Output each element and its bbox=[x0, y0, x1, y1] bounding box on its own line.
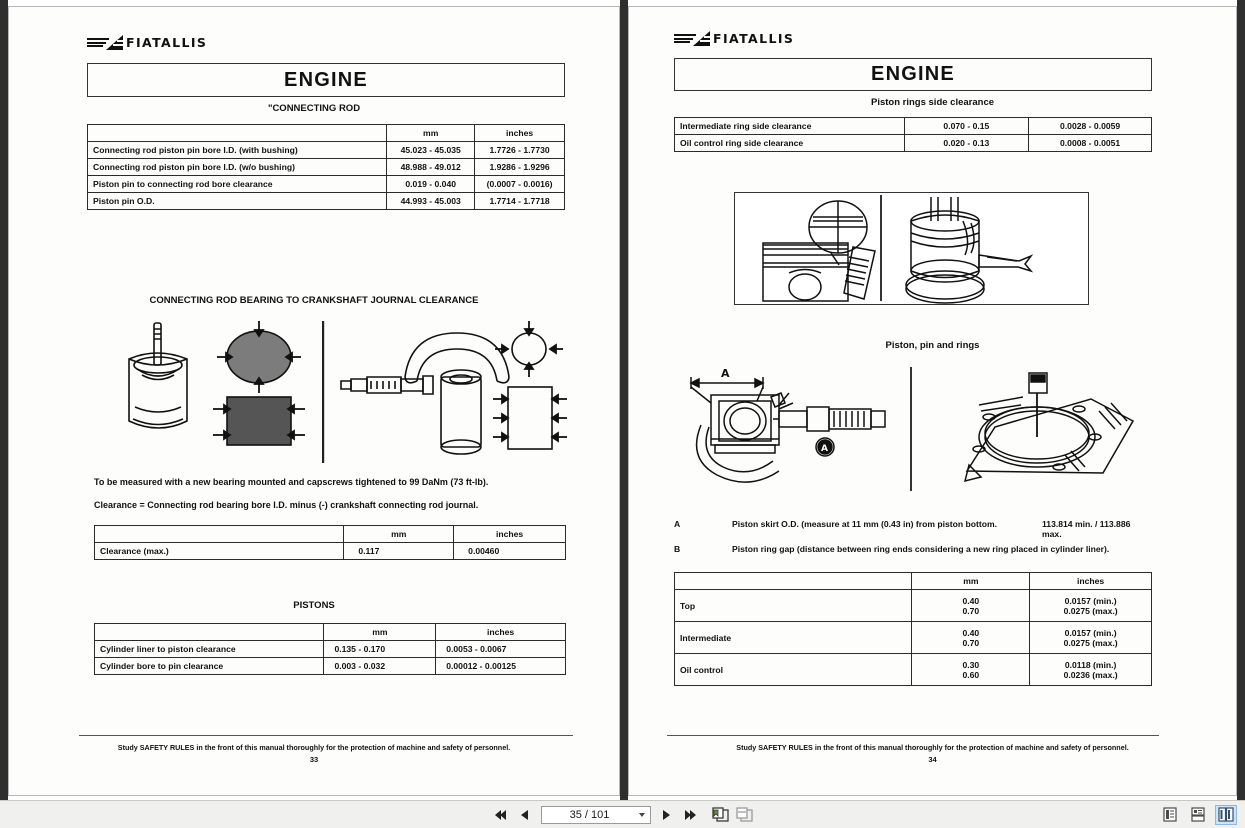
table-ring-side-clearance bbox=[674, 117, 1152, 152]
fiatallis-logo-mark bbox=[674, 31, 710, 46]
fiatallis-logo-text: FIATALLIS bbox=[126, 35, 208, 50]
cell-inches: 1.7726 - 1.7730 bbox=[475, 142, 565, 159]
table-pistons bbox=[94, 623, 566, 675]
figure-piston-measurement-svg bbox=[679, 365, 1149, 493]
cell-mm: 44.993 - 45.003 bbox=[387, 193, 475, 210]
next-page-button[interactable] bbox=[658, 806, 675, 824]
single-page-icon bbox=[1163, 807, 1177, 822]
table-ring-gap bbox=[674, 572, 1152, 686]
last-page-icon bbox=[683, 809, 697, 821]
cell-inches-min: 0.0157 (min.) bbox=[1064, 595, 1117, 606]
note-tag-a: A bbox=[674, 519, 681, 529]
page-title-box-right bbox=[674, 58, 1152, 91]
figure-piston-measurement bbox=[679, 365, 1149, 493]
table-row bbox=[88, 159, 565, 176]
table-row bbox=[675, 622, 1152, 654]
note-text-b: Piston ring gap (distance between ring ends considering a new ring placed in cylinder liner). bbox=[732, 544, 1110, 554]
cell-inches: 0.00460 bbox=[454, 543, 566, 560]
cell-mm bbox=[912, 622, 1030, 654]
cell-mm: 0.117 bbox=[344, 543, 454, 560]
cell-inches bbox=[1030, 654, 1152, 686]
remove-bookmark-icon bbox=[736, 807, 753, 822]
note-text-a: Piston skirt O.D. (measure at 11 mm (0.43 in) from piston bottom. bbox=[732, 519, 998, 529]
section-heading-piston-rings: Piston rings side clearance bbox=[870, 97, 995, 108]
previous-page-button[interactable] bbox=[517, 806, 534, 824]
last-page-button[interactable] bbox=[682, 806, 699, 824]
cell-inches: (0.0007 - 0.0016) bbox=[475, 176, 565, 193]
viewer-toolbar bbox=[0, 800, 1245, 828]
previous-page-icon bbox=[519, 809, 531, 821]
note-measure-condition: To be measured with a new bearing mounted and capscrews tightened to 99 DaNm (73 ft-lb). bbox=[94, 477, 489, 487]
cell-mm: 45.023 - 45.035 bbox=[387, 142, 475, 159]
table-row bbox=[675, 118, 1152, 135]
page-number-value: 35 / 101 bbox=[569, 808, 610, 821]
cell-label: Oil control ring side clearance bbox=[675, 135, 905, 152]
cell-label: Clearance (max.) bbox=[95, 543, 344, 560]
footer-divider bbox=[667, 735, 1159, 736]
figure-heading-bearing-clearance: CONNECTING ROD BEARING TO CRANKSHAFT JOURNAL CLEARANCE bbox=[149, 295, 479, 306]
fiatallis-logo bbox=[674, 31, 794, 46]
figure-bearing-clearance-svg bbox=[109, 319, 569, 467]
cell-inches: 0.0028 - 0.0059 bbox=[1029, 118, 1152, 135]
cell-label: Cylinder liner to piston clearance bbox=[95, 641, 324, 658]
add-bookmark-button[interactable] bbox=[712, 807, 729, 822]
col-header-mm: mm bbox=[387, 125, 475, 142]
viewer-right-gutter bbox=[1237, 0, 1245, 800]
page-title-left: ENGINE bbox=[284, 68, 368, 91]
table-row bbox=[88, 193, 565, 210]
toolbar-view-mode-group bbox=[1159, 805, 1237, 825]
remove-bookmark-button[interactable] bbox=[736, 807, 753, 822]
cell-label: Intermediate bbox=[675, 622, 912, 654]
cell-mm: 0.070 - 0.15 bbox=[904, 118, 1029, 135]
document-page-left[interactable] bbox=[8, 6, 620, 796]
viewer-left-gutter bbox=[0, 0, 8, 800]
add-bookmark-icon bbox=[712, 807, 729, 822]
cell-label: Connecting rod piston pin bore I.D. (with bushing) bbox=[88, 142, 387, 159]
table-row bbox=[675, 573, 1152, 590]
cell-inches-max: 0.0236 (max.) bbox=[1063, 669, 1118, 680]
table-clearance-max bbox=[94, 525, 566, 560]
note-value-a: 113.814 min. / 113.886 max. bbox=[1042, 519, 1131, 539]
cell-mm: 0.019 - 0.040 bbox=[387, 176, 475, 193]
cell-mm: 0.003 - 0.032 bbox=[324, 658, 436, 675]
figure-piston-ring-box bbox=[734, 192, 1089, 305]
cell-label: Piston pin to connecting rod bore clearance bbox=[88, 176, 387, 193]
table-connecting-rod bbox=[87, 124, 565, 210]
cell-inches: 0.00012 - 0.00125 bbox=[436, 658, 566, 675]
table-row bbox=[95, 624, 566, 641]
cell-mm-max: 0.70 bbox=[962, 637, 980, 648]
figure-bearing-clearance bbox=[109, 319, 569, 467]
fiatallis-logo-mark bbox=[87, 35, 123, 50]
cell-inches-max: 0.0275 (max.) bbox=[1063, 637, 1118, 648]
two-page-icon bbox=[1218, 807, 1234, 822]
cell-mm-min: 0.30 bbox=[962, 659, 980, 670]
cell-inches bbox=[1030, 622, 1152, 654]
footer-divider bbox=[79, 735, 573, 736]
note-clearance-formula: Clearance = Connecting rod bearing bore I.D. minus (-) crankshaft connecting rod journal. bbox=[94, 500, 479, 510]
cell-inches-max: 0.0275 (max.) bbox=[1063, 605, 1118, 616]
col-header-mm: mm bbox=[324, 624, 436, 641]
col-header-mm: mm bbox=[912, 573, 1030, 590]
page-title-box-left bbox=[87, 63, 565, 97]
cell-inches: 1.7714 - 1.7718 bbox=[475, 193, 565, 210]
viewer-center-gutter bbox=[620, 0, 628, 800]
section-heading-connecting-rod: "CONNECTING ROD bbox=[267, 103, 361, 114]
cell-mm-min: 0.40 bbox=[962, 595, 980, 606]
printed-page-number: 33 bbox=[309, 755, 319, 764]
first-page-button[interactable] bbox=[493, 806, 510, 824]
table-row bbox=[88, 176, 565, 193]
table-row bbox=[95, 526, 566, 543]
note-tag-b: B bbox=[674, 544, 681, 554]
fiatallis-logo bbox=[87, 35, 207, 50]
col-header-inches: inches bbox=[475, 125, 565, 142]
svg-text:A: A bbox=[721, 367, 730, 380]
cell-label: Connecting rod piston pin bore I.D. (w/o bushing) bbox=[88, 159, 387, 176]
cell-inches: 1.9286 - 1.9296 bbox=[475, 159, 565, 176]
page-title-right: ENGINE bbox=[871, 63, 955, 85]
continuous-view-button[interactable] bbox=[1187, 805, 1209, 825]
figure-caption-piston-pin-rings: Piston, pin and rings bbox=[885, 340, 980, 351]
cell-label: Piston pin O.D. bbox=[88, 193, 387, 210]
cell-mm: 48.988 - 49.012 bbox=[387, 159, 475, 176]
cell-inches-min: 0.0157 (min.) bbox=[1064, 627, 1117, 638]
cell-inches: 0.0053 - 0.0067 bbox=[436, 641, 566, 658]
safety-footer-text: Study SAFETY RULES in the front of this manual thoroughly for the protection of machine and safety of personnel. bbox=[736, 743, 1129, 752]
two-page-view-button[interactable] bbox=[1215, 805, 1237, 825]
safety-footer-text: Study SAFETY RULES in the front of this manual thoroughly for the protection of machine and safety of personnel. bbox=[117, 743, 511, 752]
page-number-input[interactable] bbox=[541, 806, 651, 824]
cell-label: Oil control bbox=[675, 654, 912, 686]
col-header-blank bbox=[95, 624, 324, 641]
table-row bbox=[95, 641, 566, 658]
table-row bbox=[675, 135, 1152, 152]
cell-label: Cylinder bore to pin clearance bbox=[95, 658, 324, 675]
document-page-right[interactable] bbox=[628, 6, 1237, 796]
cell-mm-max: 0.70 bbox=[962, 605, 980, 616]
continuous-page-icon bbox=[1191, 807, 1205, 822]
first-page-icon bbox=[494, 809, 508, 821]
cell-inches bbox=[1030, 590, 1152, 622]
table-row bbox=[675, 590, 1152, 622]
table-row bbox=[675, 654, 1152, 686]
cell-inches: 0.0008 - 0.0051 bbox=[1029, 135, 1152, 152]
table-row bbox=[88, 125, 565, 142]
single-page-view-button[interactable] bbox=[1159, 805, 1181, 825]
table-row bbox=[95, 543, 566, 560]
col-header-inches: inches bbox=[436, 624, 566, 641]
col-header-blank bbox=[95, 526, 344, 543]
col-header-inches: inches bbox=[454, 526, 566, 543]
figure-piston-ring-svg bbox=[735, 193, 1088, 304]
section-heading-pistons: PISTONS bbox=[293, 600, 335, 611]
toolbar-navigation-group bbox=[493, 806, 753, 824]
next-page-icon bbox=[660, 809, 672, 821]
cell-mm-min: 0.40 bbox=[962, 627, 980, 638]
printed-page-number: 34 bbox=[928, 755, 937, 764]
cell-label: Intermediate ring side clearance bbox=[675, 118, 905, 135]
fiatallis-logo-text: FIATALLIS bbox=[713, 31, 795, 46]
svg-text:A: A bbox=[821, 444, 828, 454]
cell-mm bbox=[912, 590, 1030, 622]
col-header-inches: inches bbox=[1030, 573, 1152, 590]
col-header-blank bbox=[88, 125, 387, 142]
col-header-blank bbox=[675, 573, 912, 590]
cell-mm: 0.020 - 0.13 bbox=[904, 135, 1029, 152]
cell-mm-max: 0.60 bbox=[962, 669, 980, 680]
cell-mm: 0.135 - 0.170 bbox=[324, 641, 436, 658]
cell-mm bbox=[912, 654, 1030, 686]
cell-inches-min: 0.0118 (min.) bbox=[1064, 659, 1117, 670]
chevron-down-icon[interactable] bbox=[639, 813, 645, 817]
cell-label: Top bbox=[675, 590, 912, 622]
table-row bbox=[95, 658, 566, 675]
table-row bbox=[88, 142, 565, 159]
col-header-mm: mm bbox=[344, 526, 454, 543]
